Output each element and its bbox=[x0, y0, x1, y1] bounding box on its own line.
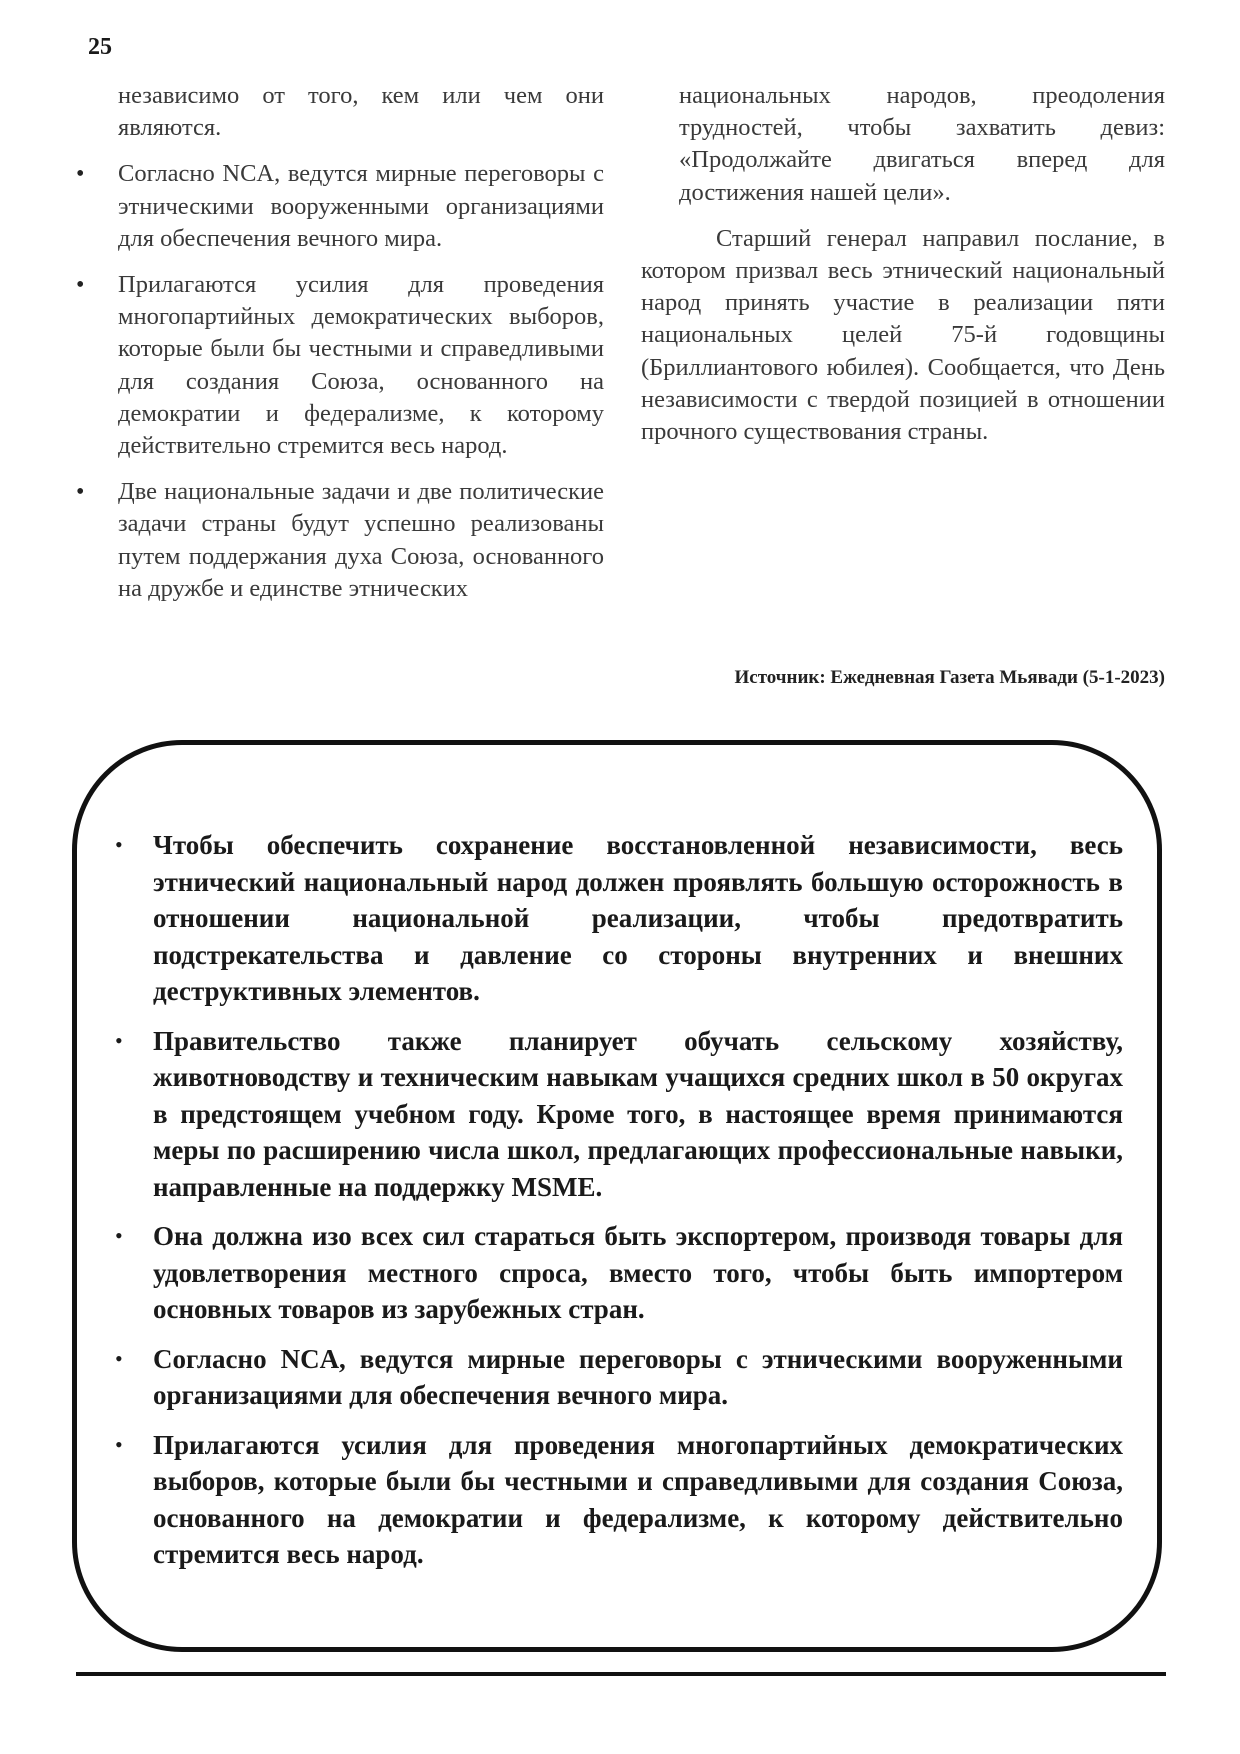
right-column bbox=[641, 80, 1165, 448]
right-paragraph: Старший генерал направил послание, в котором призвал весь этнический национальный народ принять участие в реализации пяти национальных целей 75-й годовщины (Бриллиантового юбилея). Сообщается, что День независимости с твердой позицией в отношении прочного существования страны. bbox=[641, 224, 1165, 446]
left-column bbox=[76, 80, 604, 605]
box-bullet-item: • Правительство также планирует обучать сельскому хозяйству, животноводству и техническим навыкам учащихся средних школ в 50 округах в предстоящем учебном году. Кроме того, в настоящее время принимаются меры по расширению числа школ, предлагающих профессиональные навыки, направленные на поддержку MSME. bbox=[115, 1023, 1123, 1206]
box-bullet-item: • Согласно NCA, ведутся мирные переговоры с этническими вооруженными организациями для обеспечения вечного мира. bbox=[115, 1341, 1123, 1414]
box-bullet-item: • Она должна изо всех сил стараться быть экспортером, производя товары для удовлетворения местного спроса, вместо того, чтобы быть импортером основных товаров из зарубежных стран. bbox=[115, 1218, 1123, 1328]
box-bullet-item: • Прилагаются усилия для проведения многопартийных демократических выборов, которые были бы честными и справедливыми для создания Союза, основанного на демократии и федерализме, к которому действительно стремится весь народ. bbox=[115, 1427, 1123, 1573]
bottom-rule bbox=[76, 1672, 1166, 1676]
right-continuation: национальных народов, преодоления трудностей, чтобы захватить девиз: «Продолжайте двигаться вперед для достижения нашей цели». bbox=[679, 82, 1165, 206]
page-number: 25 bbox=[88, 34, 112, 60]
left-bullet-item: • Прилагаются усилия для проведения многопартийных демократических выборов, которые были бы честными и справедливыми для создания Союза, основанного на демократии и федерализме, к которому действительно стремится весь народ. bbox=[76, 269, 604, 462]
left-bullet-item: • Две национальные задачи и две политические задачи страны будут успешно реализованы путем поддержания духа Союза, основанного на дружбе и единстве этнических bbox=[76, 476, 604, 605]
box-bullet-item: • Чтобы обеспечить сохранение восстановленной независимости, весь этнический национальный народ должен проявлять большую осторожность в отношении национальной реализации, чтобы предотвратить подстрекательства и давление со стороны внутренних и внешних деструктивных элементов. bbox=[115, 827, 1123, 1010]
source-citation: Источник: Ежедневная Газета Мьявади (5-1-2023) bbox=[734, 667, 1165, 688]
left-bullet-list bbox=[76, 158, 604, 605]
box-bullet-list bbox=[115, 827, 1123, 1586]
left-bullet-item: • Согласно NCA, ведутся мирные переговоры с этническими вооруженными организациями для обеспечения вечного мира. bbox=[76, 158, 604, 255]
left-intro-continuation: независимо от того, кем или чем они являются. bbox=[118, 82, 604, 142]
